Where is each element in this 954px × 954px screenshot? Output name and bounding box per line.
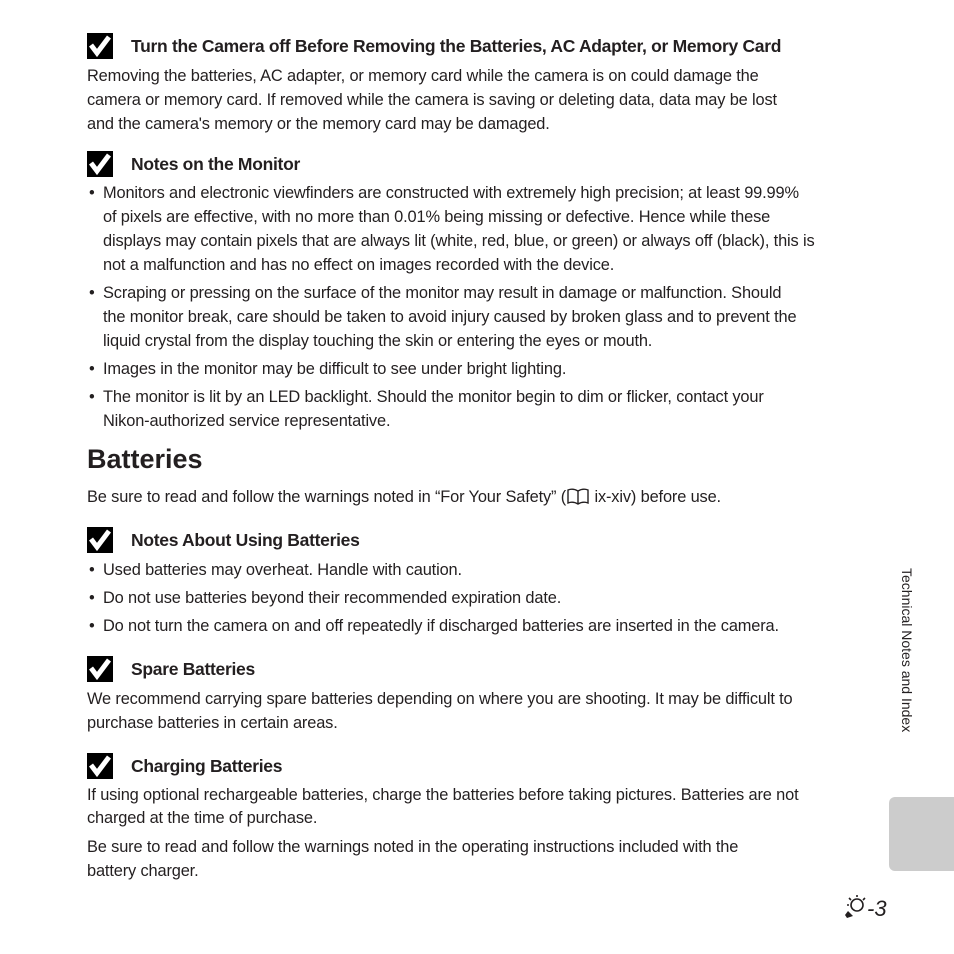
- section-title: Batteries: [87, 444, 203, 474]
- list-item-text: Scraping or pressing on the surface of the monitor may result in damage or malfunction. Should the monitor break, care should be taken to avoid injury caused by broken glass and to prevent the liquid crystal from the display touching the skin or entering the eyes or mouth.: [103, 284, 797, 350]
- intro-text: ix-xiv) before use.: [590, 488, 721, 506]
- list-item: [87, 385, 877, 433]
- heading-text: Notes About Using Batteries: [131, 529, 360, 550]
- list-item: [87, 614, 877, 638]
- list-item-text: Used batteries may overheat. Handle with caution.: [103, 561, 462, 579]
- check-icon: [87, 151, 113, 177]
- chapter-tab[interactable]: [889, 797, 954, 871]
- bullet: •: [89, 617, 95, 635]
- heading-text: Charging Batteries: [131, 755, 283, 776]
- check-icon: [87, 33, 113, 59]
- note-heading: [87, 654, 255, 684]
- bullet: •: [89, 589, 95, 607]
- list-item-text: Monitors and electronic viewfinders are constructed with extremely high precision; at least 99.99% of pixels are effective, with no more than 0.01% being missing or defective. Hence while these displays may contain pixels that are always lit (white, red, blue, or green) or always off (black), this is not a malfunction and has no effect on images recorded with the device.: [103, 184, 815, 274]
- paragraph: We recommend carrying spare batteries depending on where you are shooting. It may be difficult to purchase batteries in certain areas.: [87, 690, 793, 732]
- list-item: [87, 281, 877, 353]
- bullet: •: [89, 284, 95, 302]
- list-item-text: Images in the monitor may be difficult to see under bright lighting.: [103, 360, 567, 378]
- intro-text: Be sure to read and follow the warnings noted in “For Your Safety” (: [87, 488, 567, 506]
- paragraph: Removing the batteries, AC adapter, or memory card while the camera is on could damage the camera or memory card. If removed while the camera is saving or deleting data, data may be lost and the camera's memory or the memory card may be damaged.: [87, 67, 777, 133]
- bullet: •: [89, 561, 95, 579]
- paragraph: Be sure to read and follow the warnings noted in the operating instructions included with the battery charger.: [87, 838, 739, 880]
- heading-text: Turn the Camera off Before Removing the Batteries, AC Adapter, or Memory Card: [131, 35, 782, 56]
- list-item: [87, 357, 877, 381]
- note-heading: [87, 31, 781, 61]
- check-icon: [87, 527, 113, 553]
- page-number: [843, 893, 887, 925]
- heading-text: Notes on the Monitor: [131, 153, 300, 174]
- intro-paragraph: [87, 485, 877, 512]
- note-heading: [87, 525, 360, 555]
- check-icon: [87, 753, 113, 779]
- list-item: [87, 181, 877, 277]
- paragraph: If using optional rechargeable batteries, charge the batteries before taking pictures. Batteries are not charged at the time of purchase.: [87, 786, 799, 827]
- list-item: [87, 586, 877, 610]
- heading-text: Spare Batteries: [131, 658, 255, 679]
- bullet: •: [89, 360, 95, 378]
- list-item-text: Do not use batteries beyond their recommended expiration date.: [103, 589, 562, 607]
- book-icon: [566, 488, 590, 512]
- bullet: •: [89, 184, 95, 202]
- bullet: •: [89, 388, 95, 406]
- lightbulb-icon: [843, 893, 867, 925]
- list-item-text: The monitor is lit by an LED backlight. Should the monitor begin to dim or flicker, contact your Nikon-authorized service representative.: [103, 388, 764, 430]
- note-heading: [87, 751, 282, 781]
- page-number-text: -3: [867, 896, 887, 921]
- side-tab-label: Technical Notes and Index: [899, 568, 915, 733]
- check-icon: [87, 656, 113, 682]
- note-heading: [87, 149, 300, 179]
- list-item-text: Do not turn the camera on and off repeatedly if discharged batteries are inserted in the camera.: [103, 617, 779, 635]
- list-item: [87, 558, 877, 582]
